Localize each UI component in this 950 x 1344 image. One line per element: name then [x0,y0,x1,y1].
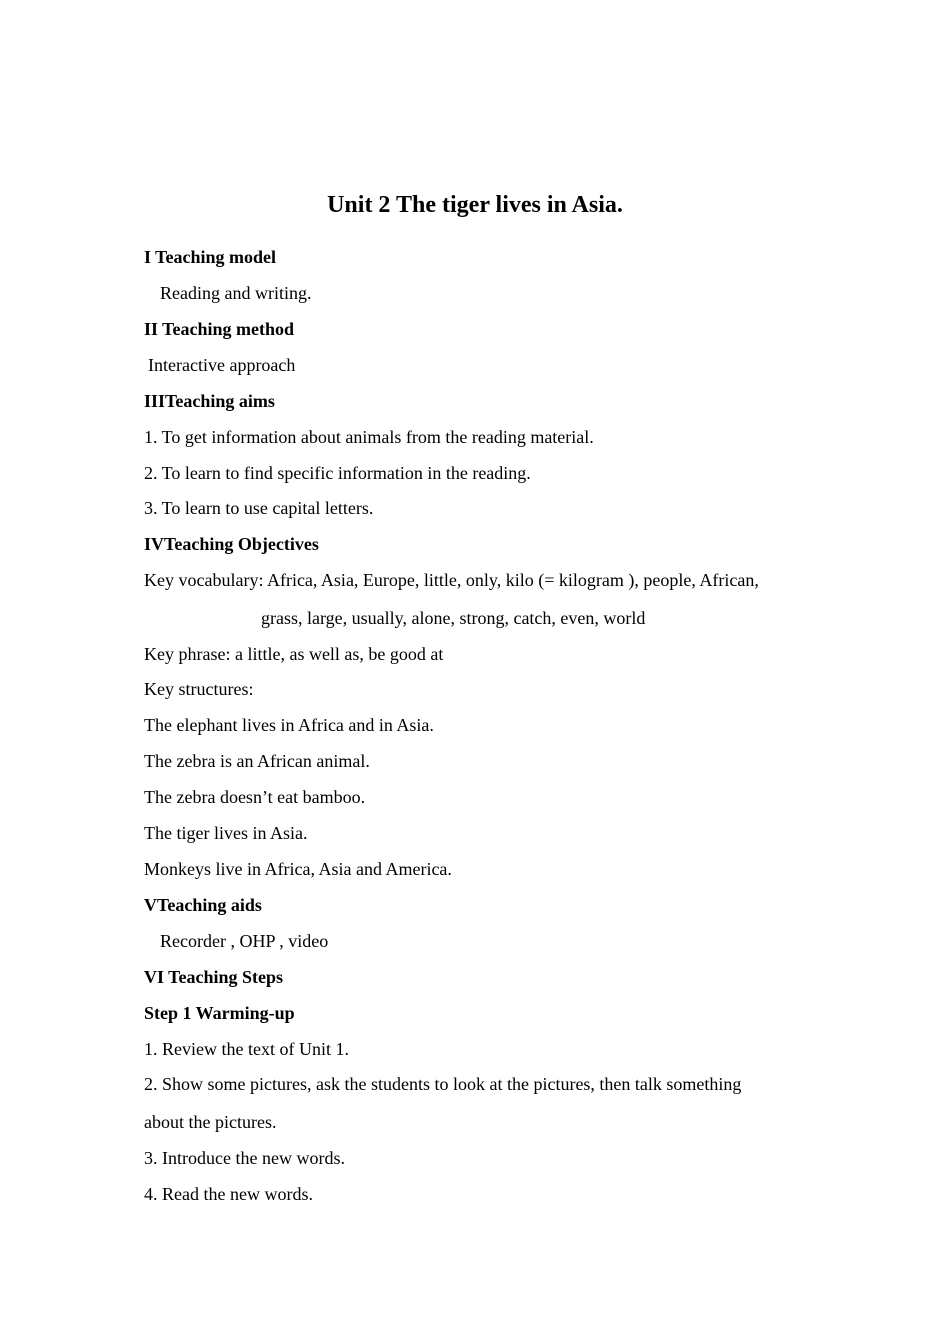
teaching-model-content: Reading and writing. [160,283,312,303]
teaching-aims-heading: IIITeaching aims [144,391,275,411]
step-1-item: 4. Read the new words. [144,1184,313,1204]
key-structure-item: The zebra is an African animal. [144,751,370,771]
teaching-aim-item: 1. To get information about animals from the reading material. [144,427,594,447]
key-phrase: Key phrase: a little, as well as, be good at [144,644,444,664]
teaching-model-heading: I Teaching model [144,247,277,267]
teaching-method-heading: II Teaching method [144,319,295,339]
key-structure-item: Monkeys live in Africa, Asia and America. [144,859,452,879]
teaching-aids-content: Recorder , OHP , video [160,931,329,951]
step-1-item: 1. Review the text of Unit 1. [144,1039,349,1059]
step-1-heading: Step 1 Warming-up [144,1003,295,1023]
document-title: Unit 2 The tiger lives in Asia. [327,192,623,218]
key-structures-label: Key structures: [144,679,254,699]
key-vocabulary-line-1: Key vocabulary: Africa, Asia, Europe, little, only, kilo (= kilogram ), people, African, [144,570,759,590]
teaching-aim-item: 2. To learn to find specific information in the reading. [144,463,531,483]
step-1-item: 2. Show some pictures, ask the students to look at the pictures, then talk something [144,1074,742,1094]
teaching-method-content: Interactive approach [148,355,296,375]
key-structure-item: The zebra doesn’t eat bamboo. [144,787,366,807]
key-structure-item: The elephant lives in Africa and in Asia. [144,715,434,735]
teaching-steps-heading: VI Teaching Steps [144,967,284,987]
teaching-aim-item: 3. To learn to use capital letters. [144,498,374,518]
step-1-item: 3. Introduce the new words. [144,1148,345,1168]
teaching-objectives-heading: IVTeaching Objectives [144,534,319,554]
step-1-item: about the pictures. [144,1112,277,1132]
key-vocabulary-line-2: grass, large, usually, alone, strong, catch, even, world [261,608,646,628]
key-structure-item: The tiger lives in Asia. [144,823,308,843]
teaching-aids-heading: VTeaching aids [144,895,262,915]
